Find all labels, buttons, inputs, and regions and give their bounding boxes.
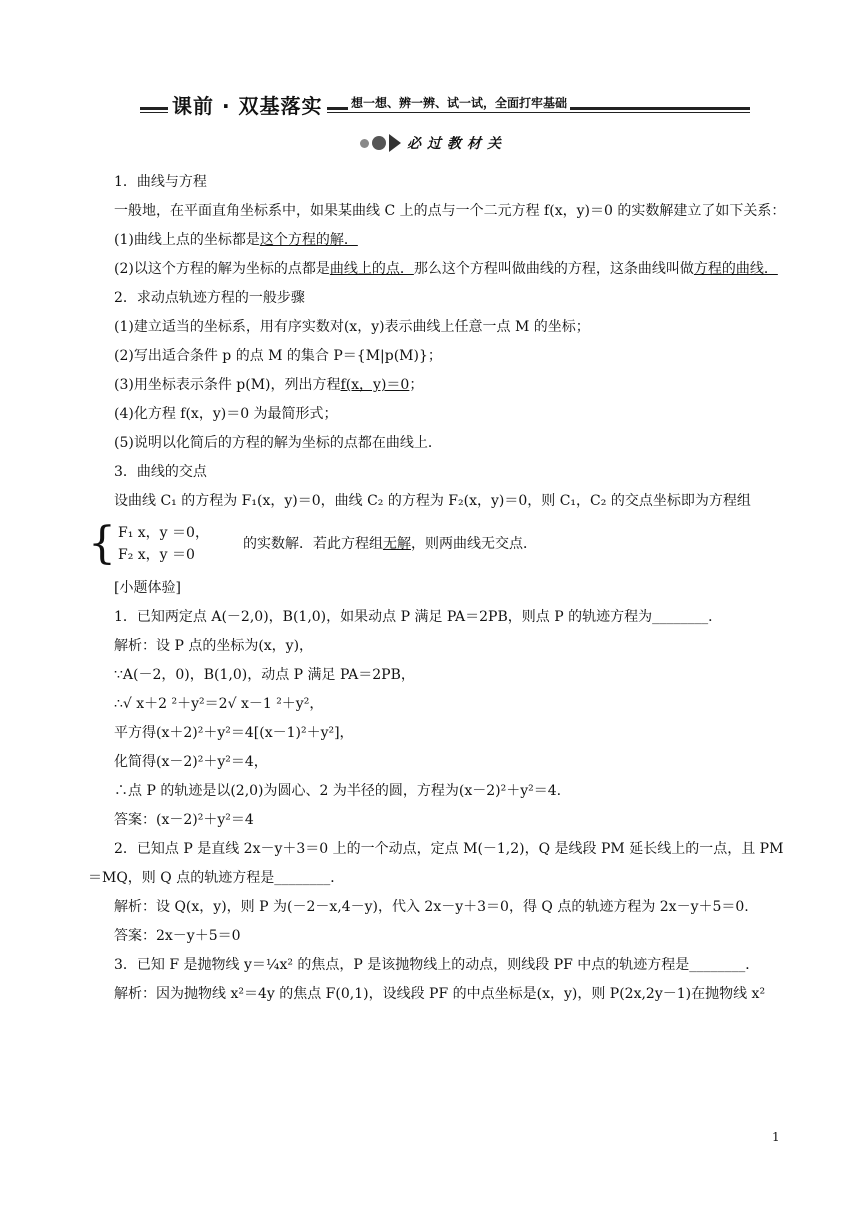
underlined-answer: 曲线上的点．	[329, 261, 414, 277]
list-item: (2)写出适合条件 p 的点 M 的集合 P＝{M|p(M)}；	[114, 348, 442, 364]
paragraph: 设曲线 C₁ 的方程为 F₁(x，y)＝0，曲线 C₂ 的方程为 F₂(x，y)＝0，则 C₁，C₂ 的交点坐标即为方程组	[114, 493, 751, 509]
text: 的实数解．若此方程组	[242, 535, 383, 552]
text: ；	[409, 377, 424, 393]
solution-line: ∴点 P 的轨迹是以(2,0)为圆心、2 为半径的圆，方程为(x－2)²＋y²＝4.	[114, 783, 562, 799]
dot-icon	[372, 136, 386, 150]
brace-symbol: {	[88, 518, 116, 569]
solution-line: ∴√ x＋2 ²＋y²＝2√ x－1 ²＋y²，	[114, 696, 324, 712]
banner-subtitle: 想一想、辨一辨、试一试，全面打牢基础	[348, 94, 570, 111]
underlined-answer: 这个方程的解．	[259, 232, 358, 248]
arrow-right-icon	[389, 134, 401, 152]
page-number: 1	[772, 1130, 780, 1144]
underlined-answer: f(x，y)＝0	[340, 377, 410, 393]
section-title: 2．求动点轨迹方程的一般步骤	[114, 290, 305, 306]
list-item	[88, 255, 788, 284]
text: (3)用坐标表示条件 p(M)，列出方程	[114, 377, 341, 393]
badge-label: 必过教材关	[407, 136, 507, 152]
section-badge	[360, 132, 507, 154]
solution-line: 解析：设 Q(x，y)，则 P 为(－2－x,4－y)，代入 2x－y＋3＝0，得 Q 点的轨迹方程为 2x－y＋5＝0.	[114, 899, 749, 915]
system-line: F₂ x，y ＝0	[118, 547, 195, 563]
question: 3．已知 F 是抛物线 y＝¼x² 的焦点，P 是该抛物线上的动点，则线段 PF 中点的轨迹方程是________．	[114, 957, 760, 973]
list-item: (1)建立适当的坐标系，用有序实数对(x，y)表示曲线上任意一点 M 的坐标；	[114, 319, 590, 335]
underlined-answer: 方程的曲线．	[693, 261, 778, 277]
paragraph: 一般地，在平面直角坐标系中，如果某曲线 C 上的点与一个二元方程 f(x，y)＝0 的实数解建立了如下关系：	[114, 203, 786, 219]
list-item: (5)说明以化简后的方程的解为坐标的点都在曲线上．	[114, 435, 442, 451]
system-line: F₁ x，y ＝0，	[118, 525, 209, 541]
banner-title: 课前 · 双基落实	[168, 90, 327, 119]
list-item	[88, 226, 788, 255]
solution-line: 平方得(x＋2)²＋y²＝4[(x－1)²＋y²]，	[114, 725, 354, 741]
text: (1)曲线上点的坐标都是	[114, 232, 260, 248]
text: ，则两曲线无交点．	[410, 535, 537, 552]
answer-line: 答案：(x－2)²＋y²＝4	[114, 812, 254, 828]
question: 2．已知点 P 是直线 2x－y＋3＝0 上的一个动点，定点 M(－1,2)，Q 是线段 PM 延长线上的一点，且 PM＝MQ，则 Q 点的轨迹方程是________．	[88, 841, 784, 886]
answer-line: 答案：2x－y＋5＝0	[114, 928, 241, 944]
dot-icon	[360, 139, 369, 148]
system-text	[243, 530, 537, 559]
solution-line: 解析：设 P 点的坐标为(x，y)，	[114, 638, 314, 654]
solution-line: ∵A(－2，0)，B(1,0)，动点 P 满足 PA＝2PB，	[114, 667, 415, 683]
list-item: (4)化方程 f(x，y)＝0 为最简形式；	[114, 406, 338, 422]
equation-system	[88, 520, 788, 568]
section-banner	[140, 90, 750, 120]
solution-line: 化简得(x－2)²＋y²＝4，	[114, 754, 268, 770]
text: 那么这个方程叫做曲线的方程，这条曲线叫做	[413, 261, 694, 277]
section-title: 3．曲线的交点	[114, 464, 207, 480]
solution-line: 解析：因为抛物线 x²＝4y 的焦点 F(0,1)，设线段 PF 的中点坐标是(x，y)，则 P(2x,2y－1)在抛物线 x²	[114, 986, 766, 1002]
section-title: 1．曲线与方程	[114, 174, 207, 190]
text: (2)以这个方程的解为坐标的点都是	[114, 261, 330, 277]
document-body	[88, 168, 788, 1009]
question: 1．已知两定点 A(－2,0)，B(1,0)，如果动点 P 满足 PA＝2PB，则点 P 的轨迹方程为________．	[114, 609, 723, 625]
underlined-answer: 无解	[382, 535, 411, 552]
system-lines	[118, 522, 209, 566]
list-item	[88, 371, 788, 400]
practice-heading: [小题体验]	[114, 580, 181, 596]
